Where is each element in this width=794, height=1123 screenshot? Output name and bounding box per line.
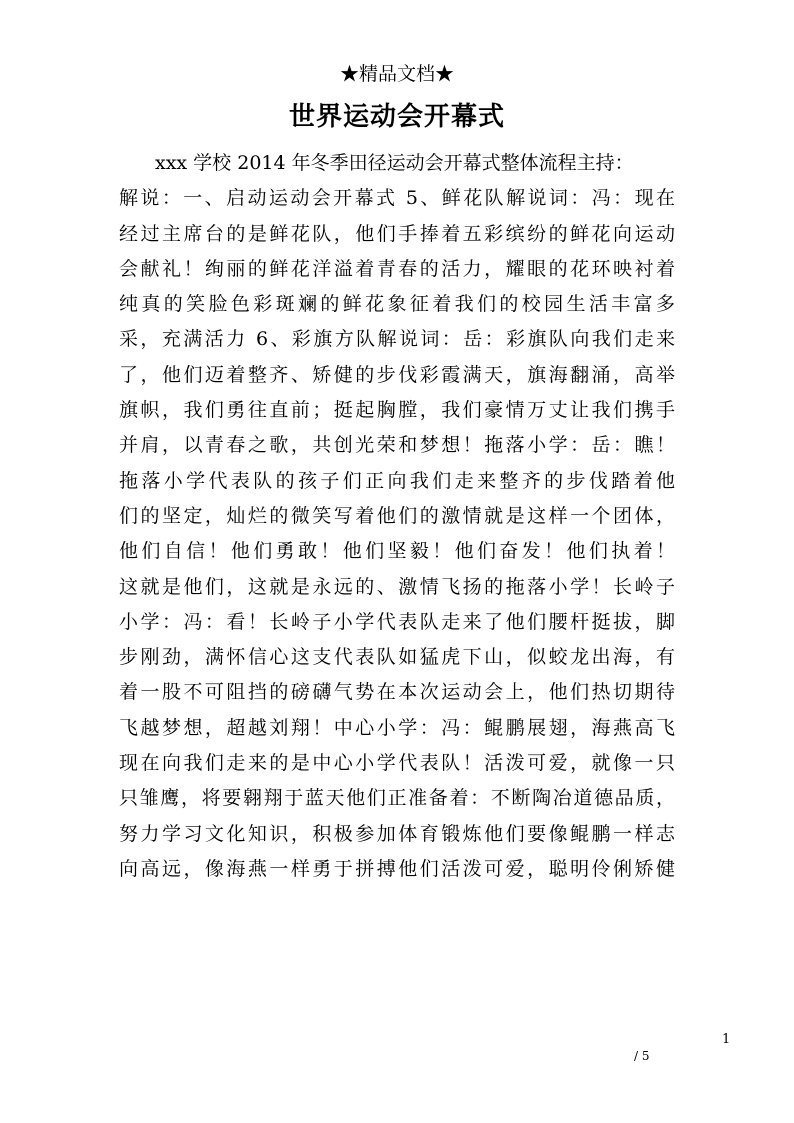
body-line: 们的坚定，灿烂的微笑写着他们的激情就是这样一个团体， (119, 504, 675, 527)
body-line: 纯真的笑脸色彩斑斓的鲜花象征着我们的校园生活丰富多 (119, 293, 675, 316)
page-header: ★精品文档★ (339, 63, 454, 85)
body-line: 只雏鹰，将要翱翔于蓝天他们正准备着：不断陶冶道德品质， (119, 787, 675, 810)
body-line: xxx 学校 2014 年冬季田径运动会开幕式整体流程主持： (155, 152, 634, 174)
body-line: 拖落小学代表队的孩子们正向我们走来整齐的步伐踏着他 (119, 469, 675, 492)
body-line: 他们自信！他们勇敢！他们坚毅！他们奋发！他们执着！ (119, 540, 675, 563)
document-body (119, 146, 675, 887)
body-line: 并肩，以青春之歌，共创光荣和梦想！拖落小学：岳：瞧！ (119, 434, 675, 457)
body-line: 这就是他们，这就是永远的、激情飞扬的拖落小学！长岭子 (119, 575, 675, 598)
body-line: 向高远，像海燕一样勇于拼搏他们活泼可爱，聪明伶俐矫健 (119, 857, 675, 880)
body-line: 步刚劲，满怀信心这支代表队如猛虎下山，似蛟龙出海，有 (119, 646, 675, 669)
body-line: 小学：冯：看！长岭子小学代表队走来了他们腰杆挺拔，脚 (119, 610, 675, 633)
body-line: 旗帜，我们勇往直前；挺起胸膛，我们豪情万丈让我们携手 (119, 399, 675, 422)
page-count: / 5 (634, 1049, 650, 1063)
document-title: 世界运动会开幕式 (288, 102, 505, 132)
body-line: 经过主席台的是鲜花队，他们手捧着五彩缤纷的鲜花向运动 (119, 222, 675, 245)
page-number: 1 (722, 1032, 731, 1047)
body-line: 了，他们迈着整齐、矫健的步伐彩霞满天，旗海翻涌，高举 (119, 363, 675, 386)
body-line: 采，充满活力 6、彩旗方队解说词：岳：彩旗队向我们走来 (119, 328, 675, 351)
body-line: 努力学习文化知识，积极参加体育锻炼他们要像鲲鹏一样志 (119, 822, 675, 845)
body-line: 现在向我们走来的是中心小学代表队！活泼可爱，就像一只 (119, 752, 675, 775)
body-line: 会献礼！绚丽的鲜花洋溢着青春的活力，耀眼的花环映衬着 (119, 257, 675, 280)
body-line: 飞越梦想，超越刘翔！中心小学：冯：鲲鹏展翅，海燕高飞 (119, 716, 675, 739)
body-line: 解说：一、启动运动会开幕式 5、鲜花队解说词：冯：现在 (119, 187, 675, 210)
body-line: 着一股不可阻挡的磅礴气势在本次运动会上，他们热切期待 (119, 681, 675, 704)
